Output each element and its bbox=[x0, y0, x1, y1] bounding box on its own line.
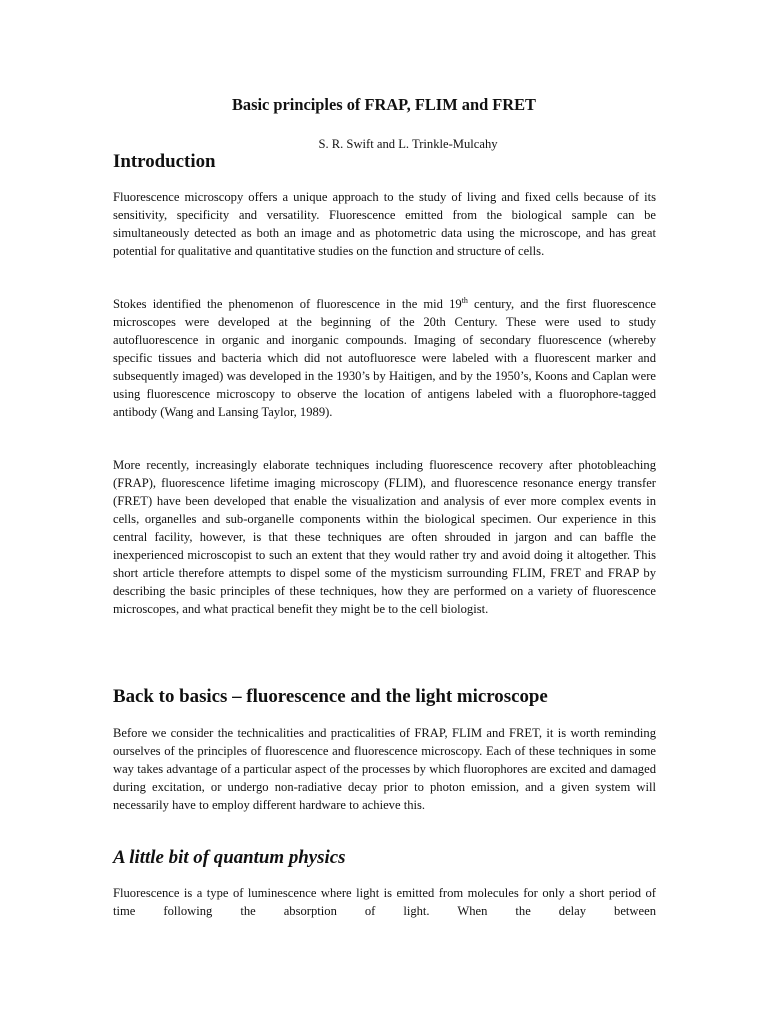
paragraph-intro-2 bbox=[113, 295, 656, 421]
paragraph-basics-1: Before we consider the technicalities and practicalities of FRAP, FLIM and FRET, it is worth reminding ourselves of the principles of fluorescence and fluorescence microscopy. Each of these techniques in some way takes advantage of a particular aspect of the processes by which fluorophores are excited and damaged during excitation, or undergo non-radiative decay prior to photon emission, and a given system will necessarily have to employ different hardware to achieve this. bbox=[113, 726, 656, 812]
paragraph-intro-3: More recently, increasingly elaborate techniques including fluorescence recovery after photobleaching (FRAP), fluorescence lifetime imaging microscopy (FLIM), and fluorescence resonance energy transfer (FRET) have been developed that enable the visualization and analysis of ever more complex events in cells, organelles and sub-organelle components within the biological specimen. Our experience in this central facility, however, is that these techniques are often shrouded in jargon and can baffle the inexperienced microscopist to such an extent that they would rather try and avoid doing it altogether. This short article therefore attempts to dispel some of the mysticism surrounding FLIM, FRET and FRAP by describing the basic principles of these techniques, how they are performed on a variety of fluorescence microscopes, and what practical benefit they might be to the cell biologist. bbox=[113, 458, 656, 616]
paragraph-quantum-1: Fluorescence is a type of luminescence where light is emitted from molecules for only a short period of time following the absorption of light. When the delay between bbox=[113, 886, 656, 918]
paragraph-intro-2-text-a: Stokes identified the phenomenon of fluorescence in the mid 19 bbox=[113, 297, 462, 311]
paragraph-intro-2-text-b: century, and the first fluorescence microscopes were developed at the beginning of the 20th Century. These were used to study autofluorescence in organic and inorganic compounds. Imaging of secondary fluorescence (whereby specific tissues and bacteria which did not autofluoresce were labeled with a fluorescent marker and subsequently imaged) was developed in the 1930’s by Haitigen, and by the 1950’s, Koons and Caplan were using fluorescence microscopy to observe the location of antigens labeled with a fluorophore-tagged antibody (Wang and Lansing Taylor, 1989). bbox=[113, 297, 656, 419]
document-authors: S. R. Swift and L. Trinkle-Mulcahy bbox=[318, 137, 498, 151]
ordinal-superscript: th bbox=[461, 296, 468, 305]
section-heading-introduction: Introduction bbox=[113, 151, 216, 172]
paragraph-intro-1: Fluorescence microscopy offers a unique approach to the study of living and fixed cells because of its sensitivity, specificity and versatility. Fluorescence emitted from the biological sample can be simultaneously detected as both an image and as photometric data using the microscope, and has great potential for qualitative and quantitative studies on the function and structure of cells. bbox=[113, 190, 656, 258]
document-title: Basic principles of FRAP, FLIM and FRET bbox=[231, 95, 536, 114]
section-heading-quantum: A little bit of quantum physics bbox=[113, 847, 346, 868]
section-heading-basics: Back to basics – fluorescence and the light microscope bbox=[113, 686, 548, 707]
